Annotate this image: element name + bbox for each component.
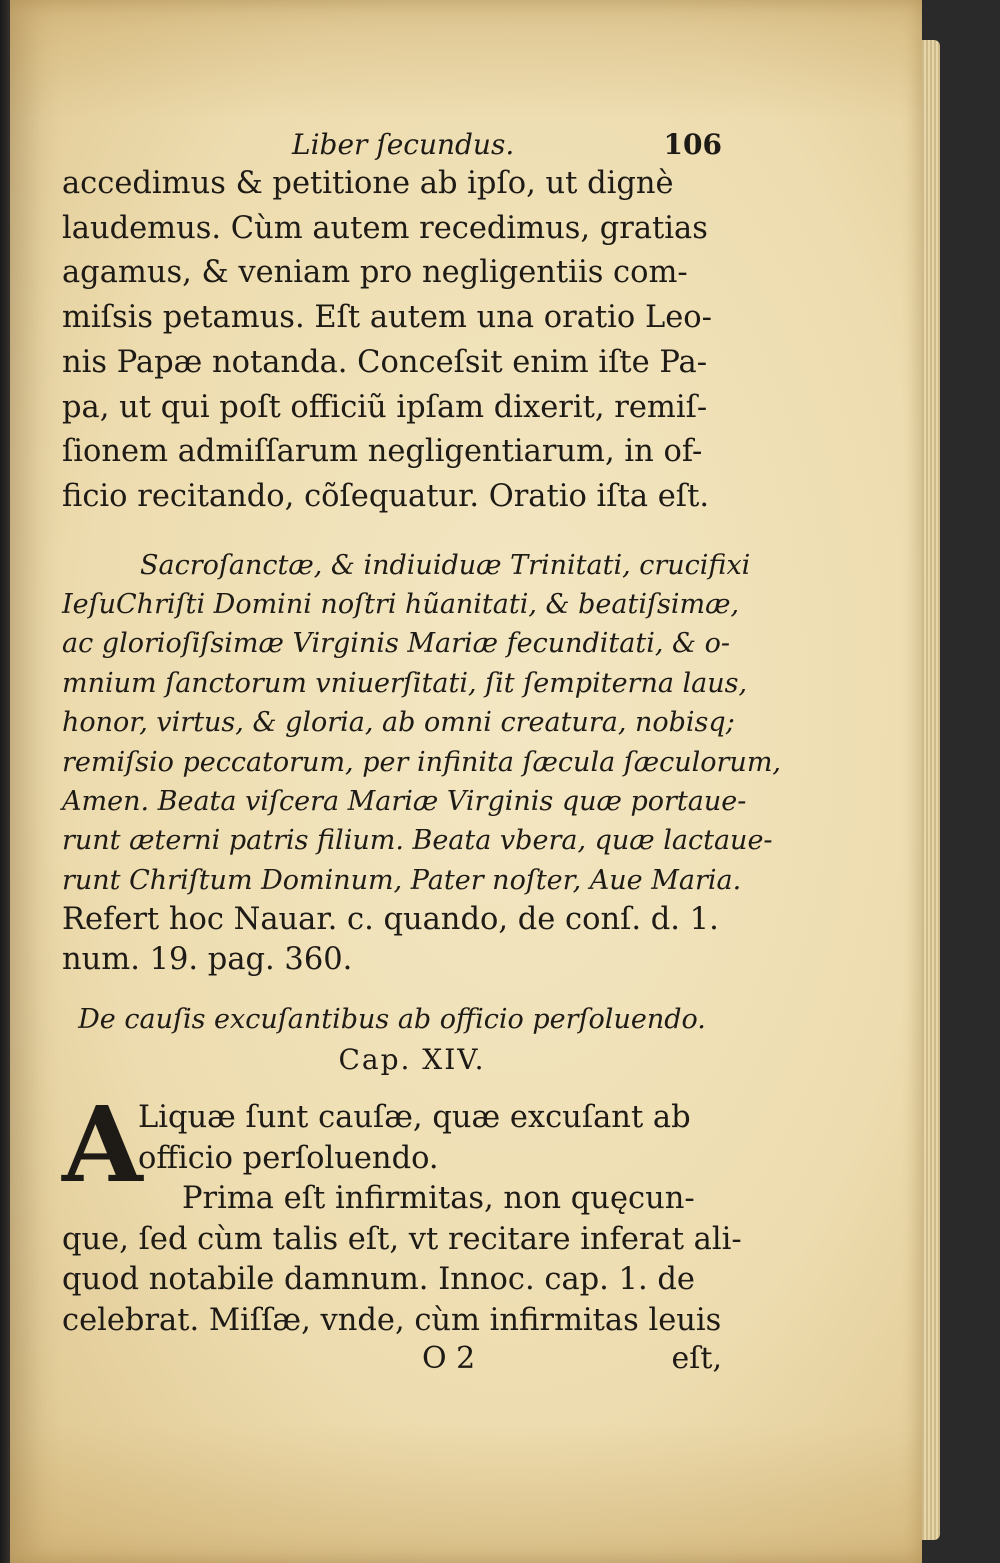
prayer-line: remiſsio peccatorum, per infinita ſæcula ſæculorum, xyxy=(62,746,782,778)
book-page xyxy=(10,0,922,1563)
prayer-line: runt Chriſtum Dominum, Pater noſter, Aue Maria. xyxy=(62,864,742,896)
body-line: pa, ut qui poſt officiũ ipſam dixerit, remiſ- xyxy=(62,389,708,425)
chapter-title: De cauſis excuſantibus ab officio perſoluendo. xyxy=(78,1004,706,1036)
page-stain-bottom xyxy=(10,1423,922,1563)
prayer-line: IeſuChriſti Domini noſtri hũanitati, & beatiſsimæ, xyxy=(62,589,740,621)
chapter-line: Liquæ ſunt cauſæ, quæ excuſant ab xyxy=(138,1100,691,1136)
prayer-line: Sacroſanctæ, & indiuiduæ Trinitati, crucifixi xyxy=(140,549,751,581)
body-line: agamus, & veniam pro negligentiis com- xyxy=(62,255,688,291)
body-line: laudemus. Cùm autem recedimus, gratias xyxy=(62,210,708,246)
page-stain-top xyxy=(10,0,922,120)
chapter-line: officio perſoluendo. xyxy=(138,1140,439,1176)
catchword: eſt, xyxy=(671,1341,722,1377)
chapter-line: Prima eſt infirmitas, non quęcun- xyxy=(182,1181,695,1217)
reference-citation xyxy=(62,900,722,980)
reference-line: Refert hoc Nauar. c. quando, de conſ. d. 1. xyxy=(62,902,719,938)
chapter-line: que, ſed cùm talis eſt, vt recitare inferat ali- xyxy=(62,1221,742,1257)
chapter-line: celebrat. Miſſæ, vnde, cùm infirmitas leuis xyxy=(62,1302,722,1338)
page-text-block xyxy=(62,118,782,1381)
chapter-line: quod notabile damnum. Innoc. cap. 1. de xyxy=(62,1262,695,1298)
body-line: ficio recitando, cõſequatur. Oratio iſta eſt. xyxy=(62,478,710,514)
prayer-line: Amen. Beata viſcera Mariæ Virginis quæ portaue- xyxy=(62,786,747,818)
drop-cap: A xyxy=(62,1083,143,1207)
prayer-line: mnium ſanctorum vniuerſitati, ſit ſempiterna laus, xyxy=(62,667,748,699)
prayer-line: ac glorioſiſsimæ Virginis Mariæ fecunditati, & o- xyxy=(62,628,731,660)
reference-line: num. 19. pag. 360. xyxy=(62,942,353,978)
page-number: 106 xyxy=(663,128,722,161)
running-title: Liber ſecundus. xyxy=(292,128,515,161)
body-line: miſsis petamus. Eſt autem una oratio Leo- xyxy=(62,300,712,336)
prayer-text xyxy=(62,546,782,901)
page-footer xyxy=(62,1341,722,1381)
chapter-body xyxy=(62,1083,742,1341)
prayer-line: runt æterni patris filium. Beata vbera, quæ lactaue- xyxy=(62,825,773,857)
chapter-number: Cap. XIV. xyxy=(338,1043,486,1077)
body-line: ſionem admiſſarum negligentiarum, in of- xyxy=(62,434,703,470)
body-line: accedimus & petitione ab ipſo, ut dignè xyxy=(62,166,674,201)
body-line: nis Papæ notanda. Conceſsit enim iſte Pa- xyxy=(62,344,708,380)
prayer-line: honor, virtus, & gloria, ab omni creatura, nobisq; xyxy=(62,707,735,739)
signature-mark: O 2 xyxy=(422,1341,476,1377)
running-header xyxy=(62,118,722,162)
body-paragraph xyxy=(62,162,722,520)
